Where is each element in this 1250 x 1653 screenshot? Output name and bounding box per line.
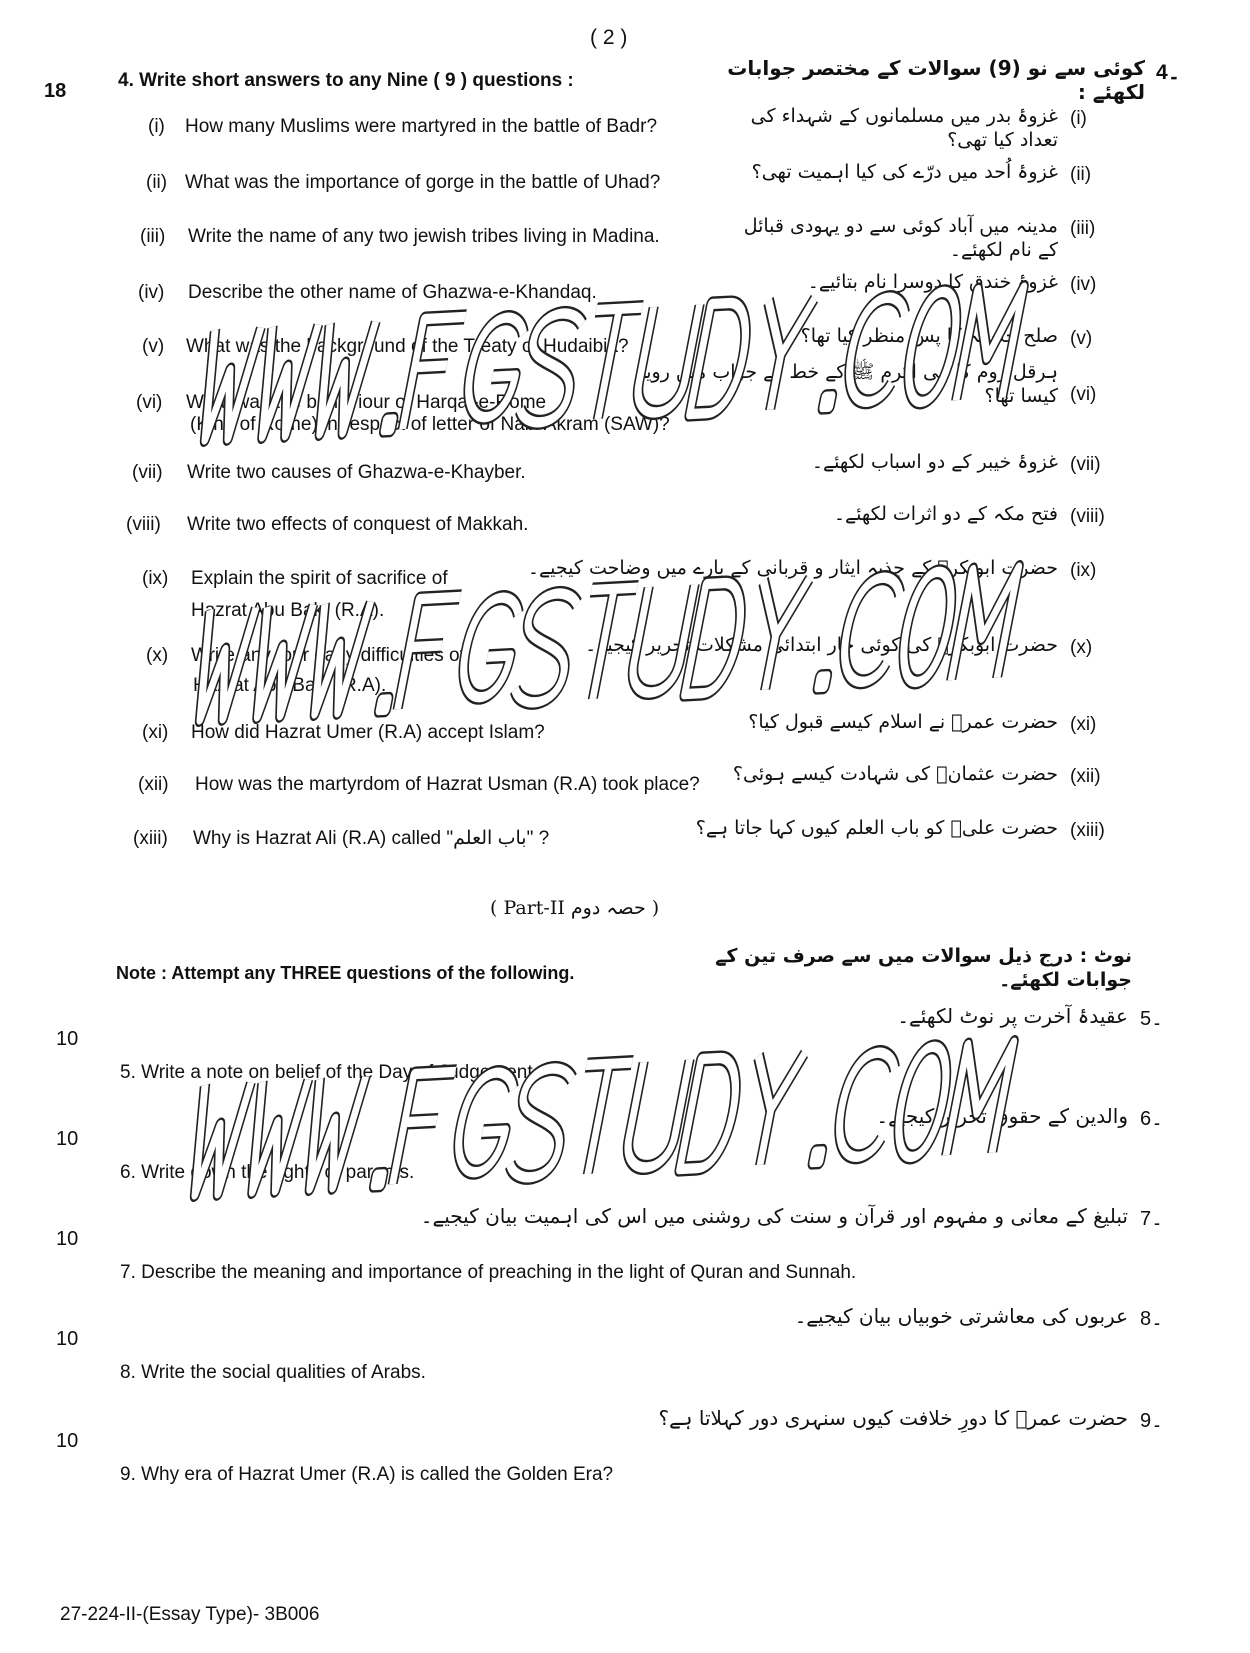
section-a-heading-ur: کوئی سے نو (9) سوالات کے مختصر جوابات لکھئے :: [727, 56, 1145, 104]
question-number-en: (iii): [140, 226, 166, 247]
question-text-en: Write any four early difficulties of: [191, 645, 465, 666]
question-text-ur: غزوۂ بدر میں مسلمانوں کے شہداء کی تعداد کیا تھی؟: [750, 105, 1058, 151]
question-number-ur: (xiii): [1070, 820, 1105, 841]
question-text-ur: عقیدۂ آخرت پر نوٹ لکھئے۔: [897, 1004, 1128, 1028]
watermark-letter: [837, 577, 903, 683]
question-text-ur: غزوۂ خیبر کے دو اسباب لکھئے۔: [811, 451, 1058, 473]
watermark-letter: [565, 1063, 632, 1175]
watermark-letter: [623, 1060, 690, 1169]
watermark-letter: [457, 597, 522, 699]
question-number-ur: (x): [1070, 637, 1093, 658]
question-text-ur: حضرت عمرؓ نے اسلام کیسے قبول کیا؟: [748, 711, 1058, 733]
question-text-en: Describe the other name of Ghazwa-e-Khandaq.: [188, 282, 597, 303]
watermark-letter: [813, 1151, 822, 1162]
question-text-ur: تبلیغ کے معانی و مفہوم اور قرآن و سنت کی روشنی میں اس کی اہمیت بیان کیجیے۔: [420, 1204, 1128, 1228]
question-number-en: (xiii): [133, 828, 168, 849]
note-en: Note : Attempt any THREE questions of the following.: [116, 963, 575, 983]
question-text-ur: عربوں کی معاشرتی خوبیاں بیان کیجیے۔: [794, 1304, 1128, 1328]
question-number-ur: (vi): [1070, 384, 1097, 405]
question-marks: 10: [56, 1328, 79, 1350]
part-2-title: ( Part-II حصہ دوم ): [490, 897, 660, 919]
question-number-en: (xi): [142, 722, 169, 743]
question-text-en: Write two effects of conquest of Makkah.: [187, 514, 529, 535]
question-number-ur: (i): [1070, 108, 1087, 129]
watermark-letter: [946, 1043, 1013, 1155]
question-number-ur: (ii): [1070, 164, 1092, 185]
watermark-letter: [379, 699, 388, 710]
question-text-ur: مدینہ میں آباد کوئی سے دو یہودی قبائل کے نام لکھئے۔: [743, 215, 1058, 261]
section-a-heading-en: 4. Write short answers to any Nine ( 9 ) questions :: [118, 70, 574, 91]
question-marks: 10: [56, 1228, 79, 1250]
question-number-en: (xii): [138, 774, 169, 795]
watermark-letter: [891, 1046, 954, 1158]
question-number-ur: (ix): [1070, 560, 1097, 581]
question-number-ur: (v): [1070, 328, 1093, 349]
footer-code: 27-224-II-(Essay Type)- 3B006: [60, 1604, 320, 1625]
question-number-en: (viii): [126, 514, 161, 535]
question-text-en: 5. Write a note on belief of the Day of Judgement.: [120, 1062, 538, 1083]
watermark-letter: [813, 1151, 822, 1162]
question-number-ur: (xii): [1070, 766, 1101, 787]
question-number-ur: (iii): [1070, 218, 1096, 239]
watermark-letter: [951, 568, 1018, 680]
question-number-en: (iv): [138, 282, 165, 303]
question-text-en: 8. Write the social qualities of Arabs.: [120, 1362, 426, 1383]
question-number-ur: 7۔: [1140, 1208, 1163, 1230]
watermark-letter: [737, 1054, 804, 1166]
question-marks: 10: [56, 1128, 79, 1150]
watermark-letter: [565, 1063, 632, 1175]
question-number-en: (ii): [146, 172, 168, 193]
page-number: ( 2 ): [590, 26, 628, 49]
watermark-letter: [818, 676, 827, 687]
question-text-en: Why is Hazrat Ali (R.A) called "باب العلم" ?: [193, 828, 550, 849]
watermark-letter: [896, 571, 959, 683]
watermark-letter: [951, 568, 1018, 680]
watermark-letter: [896, 571, 959, 683]
section-a-marks: 18: [44, 80, 67, 102]
watermark-letter: [507, 1067, 574, 1178]
watermark-letter: [457, 597, 522, 699]
watermark-letter: [623, 1060, 690, 1169]
question-number-en: (ix): [142, 568, 169, 589]
section-a-heading-ur-num: 4۔: [1156, 61, 1180, 84]
question-marks: 10: [56, 1430, 79, 1452]
question-text-en-line2: Hazrat Abu Bakr (R.A).: [193, 675, 387, 696]
question-text-ur: حضرت علیؓ کو باب العلم کیوں کہا جاتا ہے؟: [695, 817, 1058, 839]
question-number-ur: (viii): [1070, 506, 1105, 527]
question-text-en: 9. Why era of Hazrat Umer (R.A) is called the Golden Era?: [120, 1464, 614, 1485]
question-text-en-line2: (King of Rome) in respect of letter of Nabi Akram (SAW)?: [190, 414, 670, 435]
question-number-ur: 9۔: [1140, 1410, 1163, 1432]
question-text-en-line2: Hazrat Abu Bakr (R.A).: [191, 600, 385, 621]
question-text-ur: حضرت ابوبکرؓ کے جذبہ ایثار و قربانی کے بارے میں وضاحت کیجیے۔: [527, 557, 1058, 579]
question-text-en: What was the background of the Treaty of Hudaibia?: [186, 336, 629, 357]
watermark-letter: [452, 1072, 517, 1174]
question-text-en: Write the name of any two jewish tribes living in Madina.: [188, 226, 660, 247]
watermark-letter: [680, 1057, 744, 1169]
question-text-ur: والدین کے حقوق تحریر کیجیے۔: [876, 1104, 1128, 1128]
watermark-letter: [818, 676, 827, 687]
note-ur: نوٹ : درج ذیل سوالات میں سے صرف تین کے جوابات لکھئے۔: [715, 945, 1132, 991]
question-number-en: (vii): [132, 462, 163, 483]
question-number-en: (i): [148, 116, 165, 137]
question-text-ur: حضرت عثمانؓ کی شہادت کیسے ہوئی؟: [732, 763, 1058, 785]
watermark-letter: [946, 1043, 1013, 1155]
question-number-ur: 5۔: [1140, 1008, 1163, 1030]
watermark-letter: [737, 1054, 804, 1166]
question-text-ur: ہرقل روم کا نبی اکرم ﷺ کے خط کے جواب میں رویہ کیسا تھا؟: [635, 361, 1058, 407]
watermark-letter: [837, 577, 903, 683]
question-number-ur: (iv): [1070, 274, 1097, 295]
watermark-letter: [507, 1067, 574, 1178]
question-text-en: Explain the spirit of sacrifice of: [191, 568, 448, 589]
question-text-ur: صلح حدیبیہ کا پس منظر کیا تھا؟: [800, 325, 1058, 347]
question-number-ur: 8۔: [1140, 1308, 1163, 1330]
question-marks: 10: [56, 1028, 79, 1050]
question-number-en: (v): [142, 336, 165, 357]
watermark-letter: [891, 1046, 954, 1158]
question-text-ur: حضرت عمرؓ کا دورِ خلافت کیوں سنہری دور کہلاتا ہے؟: [658, 1406, 1128, 1430]
question-text-en: How did Hazrat Umer (R.A) accept Islam?: [191, 722, 545, 743]
question-text-en: How many Muslims were martyred in the battle of Badr?: [185, 116, 658, 137]
question-text-en: What was the behaviour of Harqal-e-Rome: [186, 392, 547, 413]
question-text-en: 6. Write down the rights of parents.: [120, 1162, 415, 1183]
question-text-en: 7. Describe the meaning and importance of preaching in the light of Quran and Sunnah.: [120, 1262, 857, 1283]
question-number-ur: 6۔: [1140, 1108, 1163, 1130]
question-number-ur: (xi): [1070, 714, 1097, 735]
question-number-en: (vi): [136, 392, 163, 413]
question-number-ur: (vii): [1070, 454, 1101, 475]
question-text-en: What was the importance of gorge in the battle of Uhad?: [185, 172, 661, 193]
question-number-en: (x): [146, 645, 169, 666]
question-text-ur: غزوۂ اُحد میں درّے کی کیا اہمیت تھی؟: [751, 161, 1058, 183]
question-text-ur: حضرت ابوبکرؓ کی کوئی چار ابتدائی مشکلات تحریر کیجیے۔: [585, 634, 1058, 656]
question-text-en: Write two causes of Ghazwa-e-Khayber.: [187, 462, 526, 483]
watermark-letter: [452, 1072, 517, 1174]
question-text-ur: غزوۂ خندق کا دوسرا نام بتائیے۔: [807, 271, 1058, 293]
watermark-letter: [680, 1057, 744, 1169]
question-text-en: How was the martyrdom of Hazrat Usman (R.A) took place?: [195, 774, 700, 795]
question-text-ur: فتح مکہ کے دو اثرات لکھئے۔: [833, 503, 1058, 525]
watermark-letter: [379, 699, 388, 710]
